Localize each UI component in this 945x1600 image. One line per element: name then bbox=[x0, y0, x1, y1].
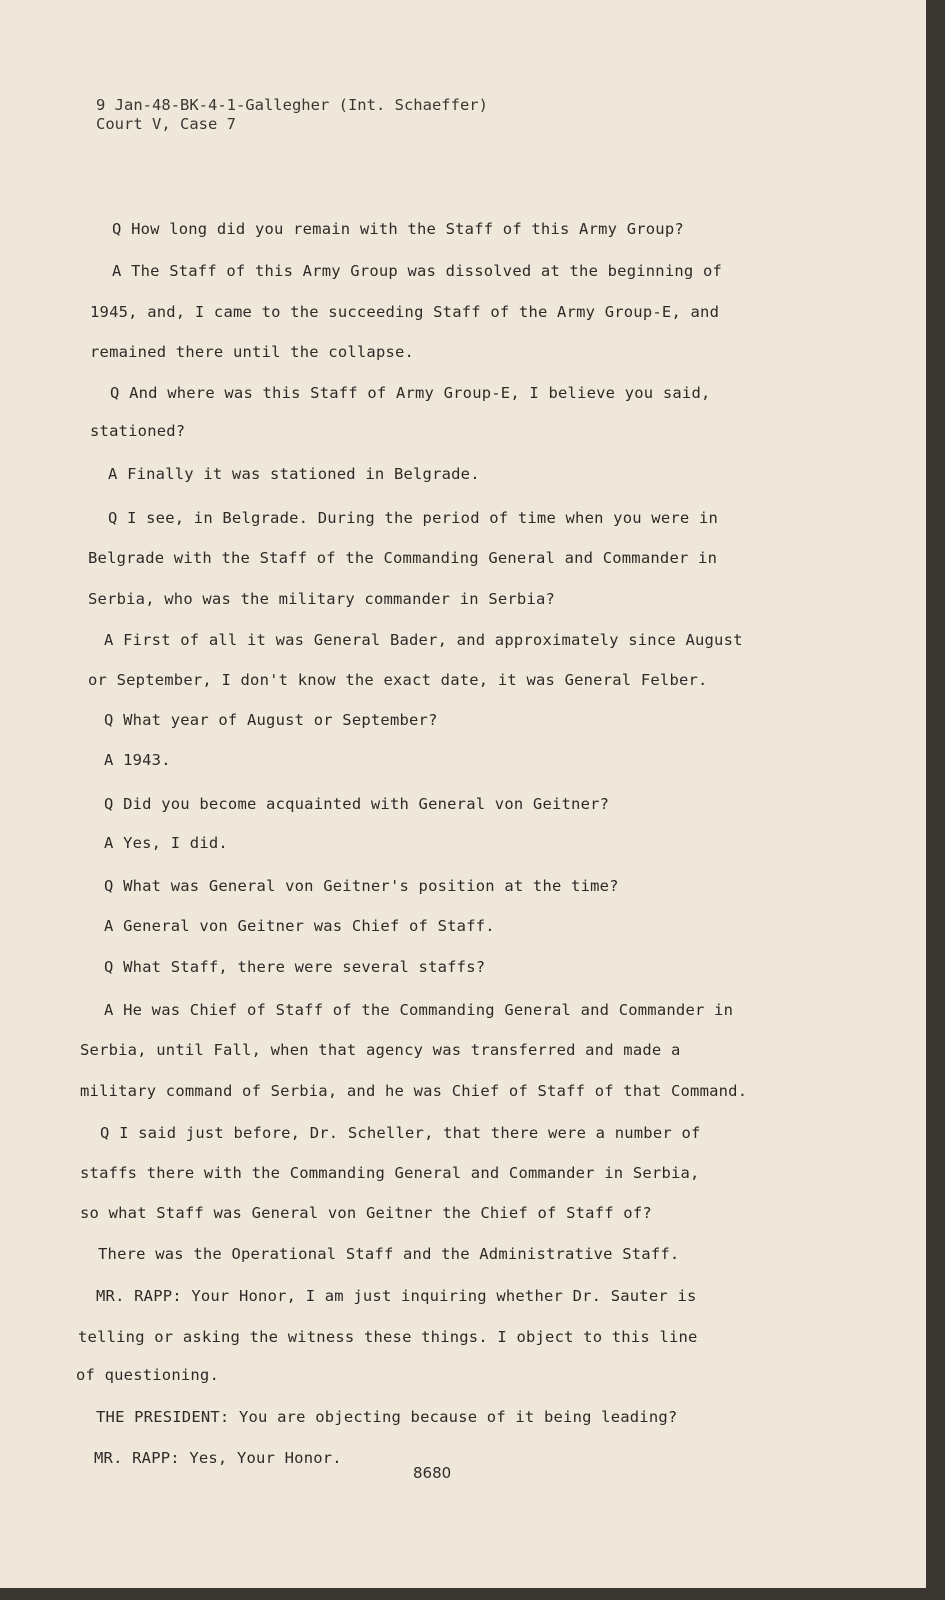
page-number: 8680 bbox=[413, 1464, 452, 1482]
transcript-line: telling or asking the witness these things. I object to this line bbox=[78, 1328, 698, 1346]
transcript-line: A 1943. bbox=[104, 751, 171, 769]
transcript-line: Q What year of August or September? bbox=[104, 711, 438, 729]
header-line-2: Court V, Case 7 bbox=[96, 115, 236, 133]
transcript-line: staffs there with the Commanding General and Commander in Serbia, bbox=[80, 1164, 700, 1182]
transcript-line: A Yes, I did. bbox=[104, 834, 228, 852]
transcript-line: MR. RAPP: Your Honor, I am just inquiring whether Dr. Sauter is bbox=[96, 1287, 697, 1305]
transcript-line: THE PRESIDENT: You are objecting because of it being leading? bbox=[96, 1408, 678, 1426]
transcript-line: Q What was General von Geitner's position at the time? bbox=[104, 877, 619, 895]
transcript-line: or September, I don't know the exact date, it was General Felber. bbox=[88, 671, 708, 689]
transcript-line: so what Staff was General von Geitner the Chief of Staff of? bbox=[80, 1204, 652, 1222]
transcript-line: Q And where was this Staff of Army Group-E, I believe you said, bbox=[110, 384, 711, 402]
transcript-line: Q Did you become acquainted with General von Geitner? bbox=[104, 795, 610, 813]
transcript-line: stationed? bbox=[90, 422, 186, 440]
transcript-line: 1945, and, I came to the succeeding Staff of the Army Group-E, and bbox=[90, 303, 720, 321]
transcript-line: remained there until the collapse. bbox=[90, 343, 415, 361]
transcript-line: A First of all it was General Bader, and approximately since August bbox=[104, 631, 743, 649]
transcript-line: of questioning. bbox=[76, 1366, 219, 1384]
transcript-line: Q What Staff, there were several staffs? bbox=[104, 958, 486, 976]
page-header bbox=[96, 96, 488, 134]
transcript-line: military command of Serbia, and he was Chief of Staff of that Command. bbox=[80, 1082, 748, 1100]
transcript-line: MR. RAPP: Yes, Your Honor. bbox=[94, 1449, 342, 1467]
transcript-line: Q How long did you remain with the Staff of this Army Group? bbox=[112, 220, 684, 238]
transcript-line: Serbia, who was the military commander in Serbia? bbox=[88, 590, 556, 608]
transcript-line: Serbia, until Fall, when that agency was transferred and made a bbox=[80, 1041, 681, 1059]
header-line-1: 9 Jan-48-BK-4-1-Gallegher (Int. Schaeffer) bbox=[96, 96, 488, 114]
transcript-line: Belgrade with the Staff of the Commanding General and Commander in bbox=[88, 549, 718, 567]
transcript-line: A The Staff of this Army Group was dissolved at the beginning of bbox=[112, 262, 723, 280]
transcript-line: A General von Geitner was Chief of Staff. bbox=[104, 917, 495, 935]
transcript-line: Q I said just before, Dr. Scheller, that there were a number of bbox=[100, 1124, 701, 1142]
transcript-line: Q I see, in Belgrade. During the period of time when you were in bbox=[108, 509, 719, 527]
transcript-line: A Finally it was stationed in Belgrade. bbox=[108, 465, 480, 483]
transcript-line: A He was Chief of Staff of the Commanding General and Commander in bbox=[104, 1001, 734, 1019]
transcript-line: There was the Operational Staff and the Administrative Staff. bbox=[98, 1245, 680, 1263]
